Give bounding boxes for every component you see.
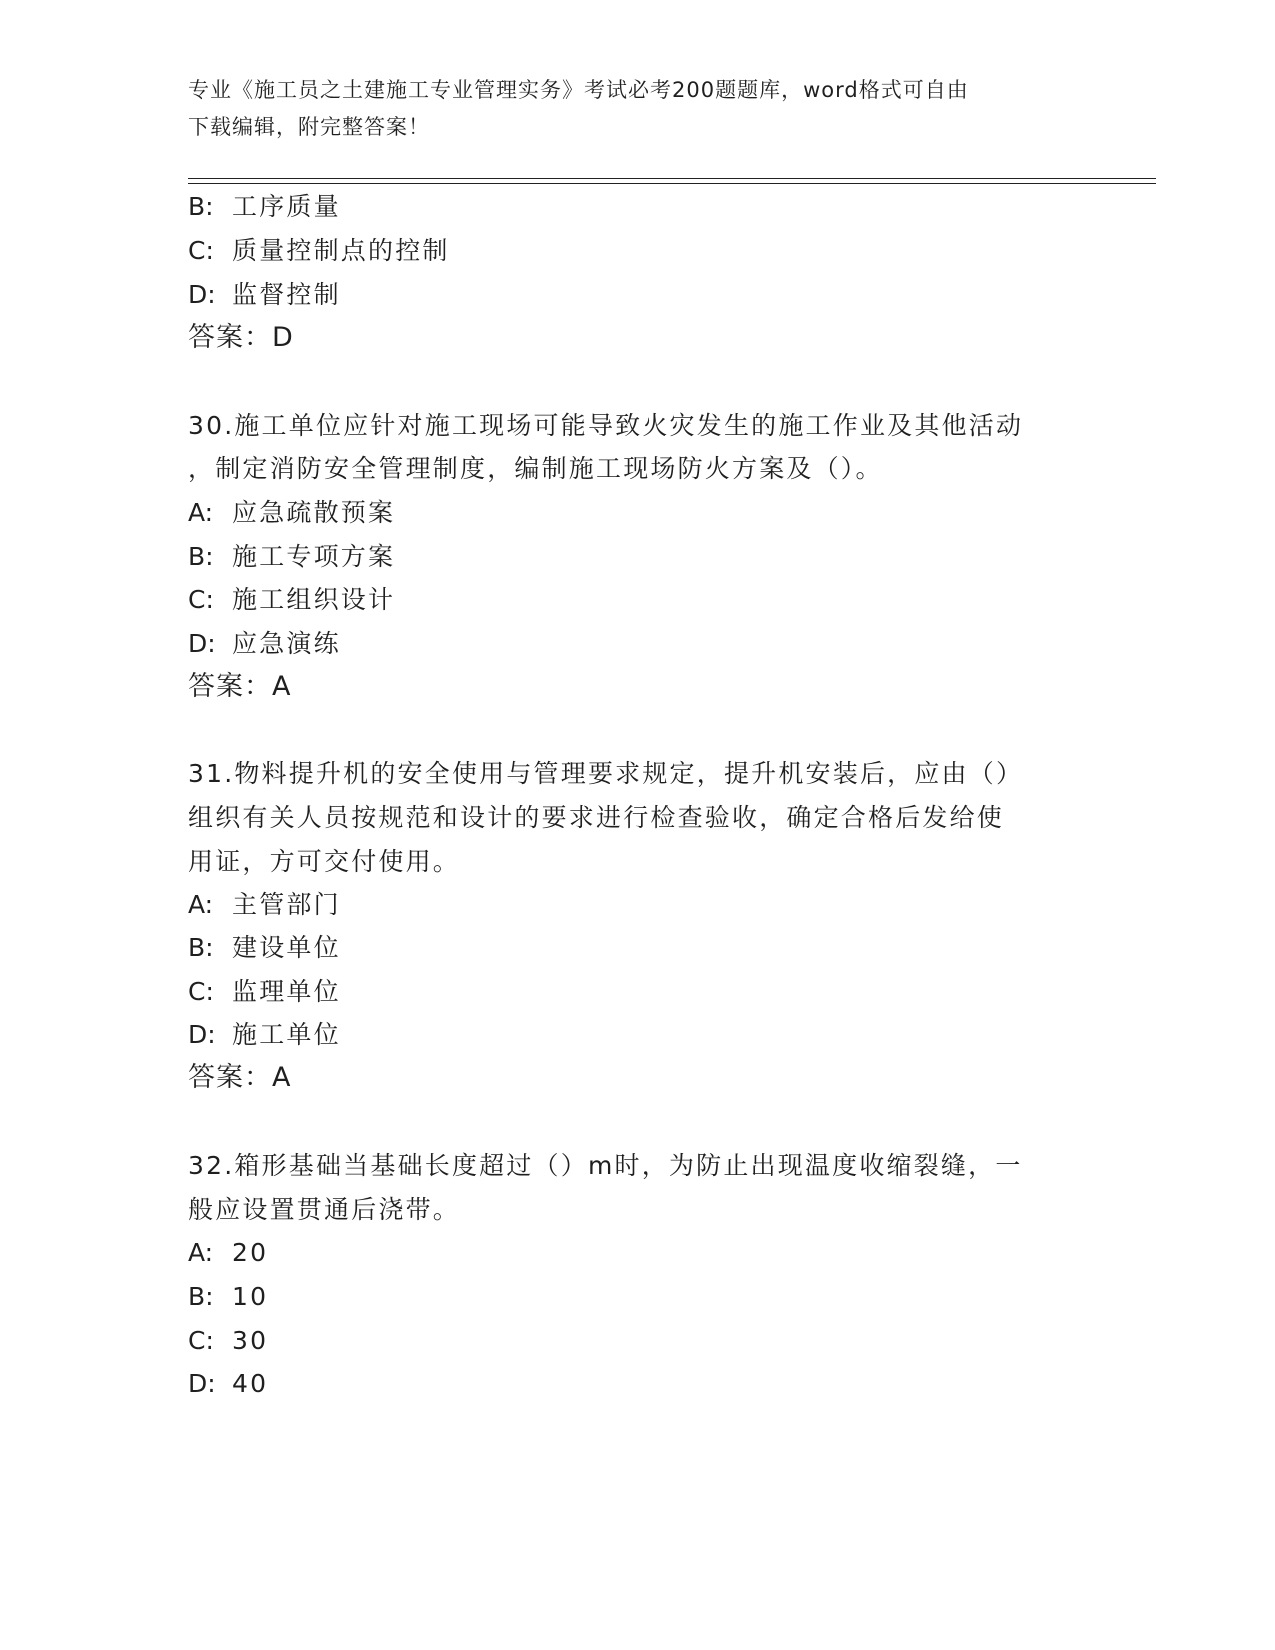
option-key: B: [188,933,214,962]
q31-option-a [188,888,341,922]
option-key: A: [188,498,214,527]
option-text: 10 [232,1282,269,1311]
q29-option-b [188,190,341,224]
option-text: 建设单位 [232,933,341,962]
option-key: C: [188,236,214,265]
option-key: B: [188,192,214,221]
option-text: 工序质量 [232,192,341,221]
option-text: 施工单位 [232,1020,341,1049]
option-key: C: [188,977,214,1006]
option-text: 施工组织设计 [232,585,396,614]
q30-stem-line-1: 30.施工单位应针对施工现场可能导致火灾发生的施工作业及其他活动 [188,411,1024,440]
header-line-1: 专业《施工员之土建施工专业管理实务》考试必考200题题库，word格式可自由 [188,78,969,102]
q32-option-a [188,1236,268,1270]
header-line-2: 下载编辑，附完整答案！ [188,115,430,139]
q30-option-b [188,540,395,574]
q29-option-c [188,234,450,268]
option-key: A: [188,1238,214,1267]
option-key: D: [188,280,216,309]
q30-stem-line-2: ，制定消防安全管理制度，编制施工现场防火方案及（）。 [188,454,883,483]
q31-option-c [188,975,341,1009]
option-text: 主管部门 [232,890,341,919]
option-key: D: [188,1369,216,1398]
q31-option-d [188,1018,341,1052]
option-text: 40 [232,1369,269,1398]
option-key: A: [188,890,214,919]
q29-option-d [188,278,341,312]
q32-stem-line-2: 般应设置贯通后浇带。 [188,1195,461,1224]
q29-answer: 答案：D [188,322,294,353]
option-text: 质量控制点的控制 [232,236,450,265]
option-text: 施工专项方案 [232,542,396,571]
option-key: D: [188,629,216,658]
header-divider-top [188,178,1156,179]
option-text: 应急疏散预案 [232,498,396,527]
q32-option-c [188,1324,268,1358]
q31-stem-line-2: 组织有关人员按规范和设计的要求进行检查验收，确定合格后发给使 [188,803,1005,832]
q31-stem-line-3: 用证，方可交付使用。 [188,847,461,876]
option-key: B: [188,1282,214,1311]
q32-stem-line-1: 32.箱形基础当基础长度超过（）m时，为防止出现温度收缩裂缝，一 [188,1151,1023,1180]
option-key: C: [188,1326,214,1355]
q30-option-c [188,583,395,617]
q31-option-b [188,931,341,965]
q31-stem-line-1: 31.物料提升机的安全使用与管理要求规定，提升机安装后，应由（） [188,759,1024,788]
q30-answer: 答案：A [188,671,292,702]
q30-option-a [188,496,395,530]
q32-option-d [188,1367,268,1401]
option-key: D: [188,1020,216,1049]
option-text: 监督控制 [232,280,341,309]
option-key: C: [188,585,214,614]
header-divider-bottom [188,183,1156,184]
q32-option-b [188,1280,268,1314]
document-header [188,72,1068,146]
q30-option-d [188,627,341,661]
option-text: 应急演练 [232,629,341,658]
option-key: B: [188,542,214,571]
option-text: 30 [232,1326,269,1355]
option-text: 监理单位 [232,977,341,1006]
option-text: 20 [232,1238,269,1267]
q31-answer: 答案：A [188,1062,292,1093]
